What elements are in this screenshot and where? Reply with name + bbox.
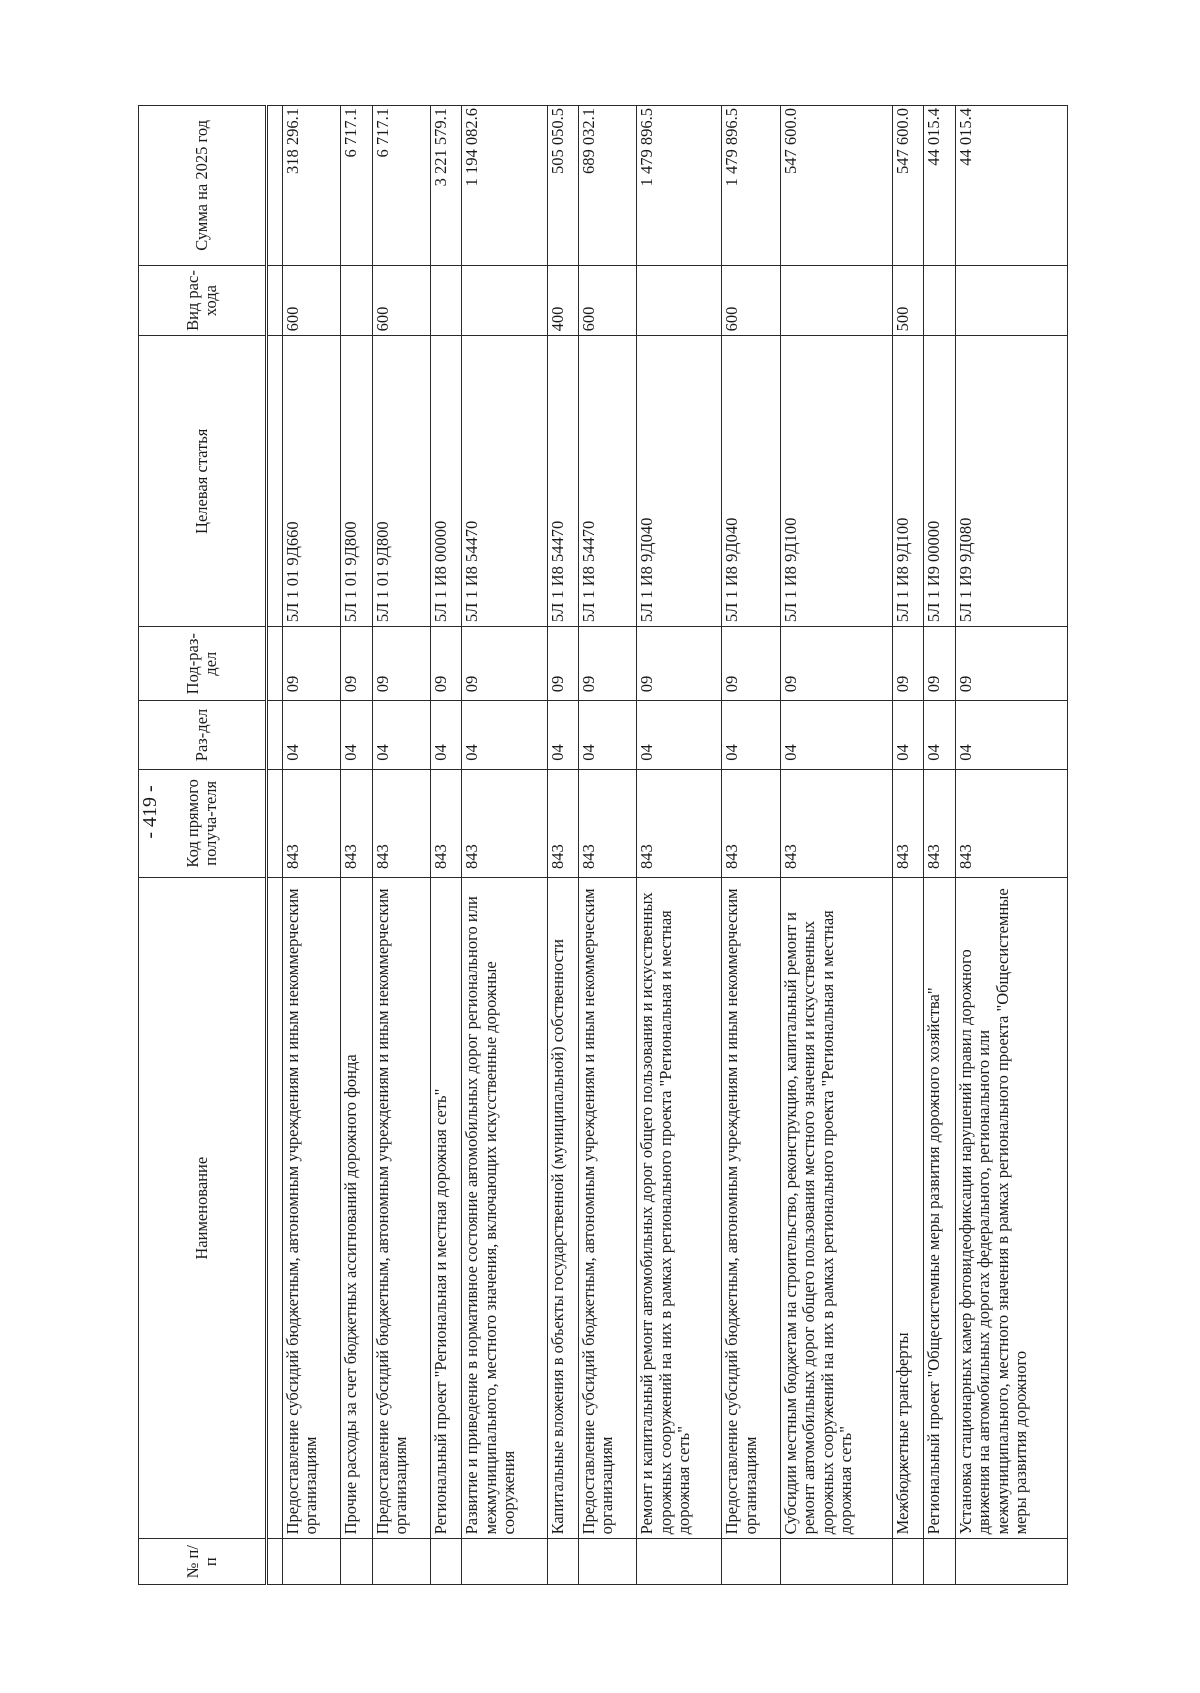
cell-razdel: 04 — [372, 701, 430, 769]
header-celevaya: Целевая статья — [139, 336, 267, 627]
cell-podrazdel: 09 — [462, 627, 547, 701]
table-header-row — [139, 106, 267, 1585]
table-row — [547, 106, 578, 1585]
cell-vid — [430, 265, 461, 336]
table-row — [283, 106, 341, 1585]
cell-vid — [637, 265, 722, 336]
cell-num — [892, 1539, 923, 1585]
header-summa: Сумма на 2025 год — [139, 106, 267, 266]
cell-num — [637, 1539, 722, 1585]
cell-summa: 3 221 579.1 — [430, 106, 461, 266]
table-row — [462, 106, 547, 1585]
cell-num — [578, 1539, 636, 1585]
cell-name: Установка стационарных камер фотовидеофиксации нарушений правил дорожного движения на автомобильных дорогах федерального, регионального или межмуниципального, местного значения в рамках регионального проекта "Общесистемные меры развития дорожного — [955, 878, 1067, 1539]
cell-name: Предоставление субсидий бюджетным, автономным учреждениям и иным некоммерческим организациям — [722, 878, 780, 1539]
cell-razdel: 04 — [637, 701, 722, 769]
spacer-cell — [267, 627, 283, 701]
spacer-cell — [267, 106, 283, 266]
cell-name: Субсидии местным бюджетам на строительство, реконструкцию, капитальный ремонт и ремонт автомобильных дорог общего пользования местного значения и искусственных дорожных сооружений на них в рамках регионального проекта "Региональная и местная дорожная сеть" — [780, 878, 892, 1539]
cell-razdel: 04 — [341, 701, 372, 769]
cell-num — [341, 1539, 372, 1585]
cell-celevaya: 5Л 1 И9 00000 — [924, 336, 955, 627]
cell-name: Прочие расходы за счет бюджетных ассигнований дорожного фонда — [341, 878, 372, 1539]
spacer-cell — [267, 769, 283, 877]
cell-code: 843 — [372, 769, 430, 877]
cell-summa: 505 050.5 — [547, 106, 578, 266]
cell-summa: 1 479 896.5 — [722, 106, 780, 266]
cell-podrazdel: 09 — [430, 627, 461, 701]
cell-vid: 500 — [892, 265, 923, 336]
cell-num — [283, 1539, 341, 1585]
cell-podrazdel: 09 — [924, 627, 955, 701]
header-razdel: Раз-дел — [139, 701, 267, 769]
cell-podrazdel: 09 — [283, 627, 341, 701]
table-spacer-row — [267, 106, 283, 1585]
cell-razdel: 04 — [430, 701, 461, 769]
spacer-cell — [267, 701, 283, 769]
cell-name: Предоставление субсидий бюджетным, автономным учреждениям и иным некоммерческим организациям — [578, 878, 636, 1539]
cell-summa: 318 296.1 — [283, 106, 341, 266]
cell-celevaya: 5Л 1 01 9Д800 — [372, 336, 430, 627]
cell-podrazdel: 09 — [780, 627, 892, 701]
cell-vid: 600 — [578, 265, 636, 336]
cell-celevaya: 5Л 1 И8 9Д100 — [892, 336, 923, 627]
cell-vid: 600 — [283, 265, 341, 336]
cell-podrazdel: 09 — [578, 627, 636, 701]
budget-table — [138, 105, 1068, 1585]
cell-code: 843 — [283, 769, 341, 877]
cell-razdel: 04 — [955, 701, 1067, 769]
cell-razdel: 04 — [283, 701, 341, 769]
cell-razdel: 04 — [924, 701, 955, 769]
table-row — [430, 106, 461, 1585]
cell-summa: 547 600.0 — [780, 106, 892, 266]
cell-num — [462, 1539, 547, 1585]
cell-celevaya: 5Л 1 И8 54470 — [462, 336, 547, 627]
cell-celevaya: 5Л 1 И8 00000 — [430, 336, 461, 627]
table-row — [924, 106, 955, 1585]
cell-code: 843 — [430, 769, 461, 877]
header-name: Наименование — [139, 878, 267, 1539]
cell-code: 843 — [892, 769, 923, 877]
cell-celevaya: 5Л 1 И9 9Д080 — [955, 336, 1067, 627]
cell-podrazdel: 09 — [955, 627, 1067, 701]
cell-name: Ремонт и капитальный ремонт автомобильных дорог общего пользования и искусственных дорожных сооружений на них в рамках регионального проекта "Региональная и местная дорожная сеть" — [637, 878, 722, 1539]
spacer-cell — [267, 1539, 283, 1585]
cell-celevaya: 5Л 1 И8 54470 — [578, 336, 636, 627]
cell-podrazdel: 09 — [547, 627, 578, 701]
cell-celevaya: 5Л 1 И8 9Д040 — [722, 336, 780, 627]
header-code: Код прямого получа-теля — [139, 769, 267, 877]
table-row — [955, 106, 1067, 1585]
cell-vid — [924, 265, 955, 336]
cell-razdel: 04 — [892, 701, 923, 769]
cell-razdel: 04 — [547, 701, 578, 769]
cell-summa: 6 717.1 — [341, 106, 372, 266]
cell-code: 843 — [462, 769, 547, 877]
cell-podrazdel: 09 — [892, 627, 923, 701]
table-row — [892, 106, 923, 1585]
cell-vid: 600 — [372, 265, 430, 336]
cell-code: 843 — [637, 769, 722, 877]
cell-razdel: 04 — [462, 701, 547, 769]
cell-podrazdel: 09 — [341, 627, 372, 701]
cell-name: Предоставление субсидий бюджетным, автономным учреждениям и иным некоммерческим организациям — [372, 878, 430, 1539]
cell-code: 843 — [924, 769, 955, 877]
cell-razdel: 04 — [722, 701, 780, 769]
cell-summa: 1 194 082.6 — [462, 106, 547, 266]
cell-name: Межбюджетные трансферты — [892, 878, 923, 1539]
cell-name: Капитальные вложения в объекты государственной (муниципальной) собственности — [547, 878, 578, 1539]
cell-summa: 6 717.1 — [372, 106, 430, 266]
cell-code: 843 — [547, 769, 578, 877]
cell-vid — [955, 265, 1067, 336]
header-podrazdel: Под-раз-дел — [139, 627, 267, 701]
cell-vid — [341, 265, 372, 336]
cell-podrazdel: 09 — [372, 627, 430, 701]
table-row — [578, 106, 636, 1585]
cell-podrazdel: 09 — [722, 627, 780, 701]
rotated-page — [138, 105, 1068, 1585]
cell-celevaya: 5Л 1 01 9Д660 — [283, 336, 341, 627]
cell-razdel: 04 — [578, 701, 636, 769]
cell-name: Региональный проект "Общесистемные меры развития дорожного хозяйства" — [924, 878, 955, 1539]
cell-vid — [462, 265, 547, 336]
cell-vid: 600 — [722, 265, 780, 336]
cell-code: 843 — [722, 769, 780, 877]
spacer-cell — [267, 336, 283, 627]
cell-num — [955, 1539, 1067, 1585]
table-row — [341, 106, 372, 1585]
header-num: № п/п — [139, 1539, 267, 1585]
table-row — [780, 106, 892, 1585]
table-row — [637, 106, 722, 1585]
table-row — [722, 106, 780, 1585]
cell-num — [430, 1539, 461, 1585]
table-row — [372, 106, 430, 1585]
cell-celevaya: 5Л 1 И8 9Д040 — [637, 336, 722, 627]
spacer-cell — [267, 878, 283, 1539]
cell-celevaya: 5Л 1 И8 9Д100 — [780, 336, 892, 627]
cell-vid — [780, 265, 892, 336]
cell-name: Региональный проект "Региональная и местная дорожная сеть" — [430, 878, 461, 1539]
cell-num — [780, 1539, 892, 1585]
cell-name: Развитие и приведение в нормативное состояние автомобильных дорог регионального или межмуниципального, местного значения, включающих искусственные дорожные сооружения — [462, 878, 547, 1539]
cell-summa: 44 015.4 — [924, 106, 955, 266]
cell-celevaya: 5Л 1 01 9Д800 — [341, 336, 372, 627]
spacer-cell — [267, 265, 283, 336]
cell-summa: 689 032.1 — [578, 106, 636, 266]
header-vid: Вид рас-хода — [139, 265, 267, 336]
cell-name: Предоставление субсидий бюджетным, автономным учреждениям и иным некоммерческим организациям — [283, 878, 341, 1539]
cell-code: 843 — [780, 769, 892, 877]
cell-summa: 44 015.4 — [955, 106, 1067, 266]
cell-num — [924, 1539, 955, 1585]
cell-summa: 547 600.0 — [892, 106, 923, 266]
cell-celevaya: 5Л 1 И8 54470 — [547, 336, 578, 627]
cell-podrazdel: 09 — [637, 627, 722, 701]
page-number: - 419 - — [139, 785, 161, 839]
cell-num — [547, 1539, 578, 1585]
cell-code: 843 — [578, 769, 636, 877]
cell-summa: 1 479 896.5 — [637, 106, 722, 266]
cell-code: 843 — [955, 769, 1067, 877]
cell-num — [722, 1539, 780, 1585]
cell-code: 843 — [341, 769, 372, 877]
cell-vid: 400 — [547, 265, 578, 336]
cell-razdel: 04 — [780, 701, 892, 769]
cell-num — [372, 1539, 430, 1585]
